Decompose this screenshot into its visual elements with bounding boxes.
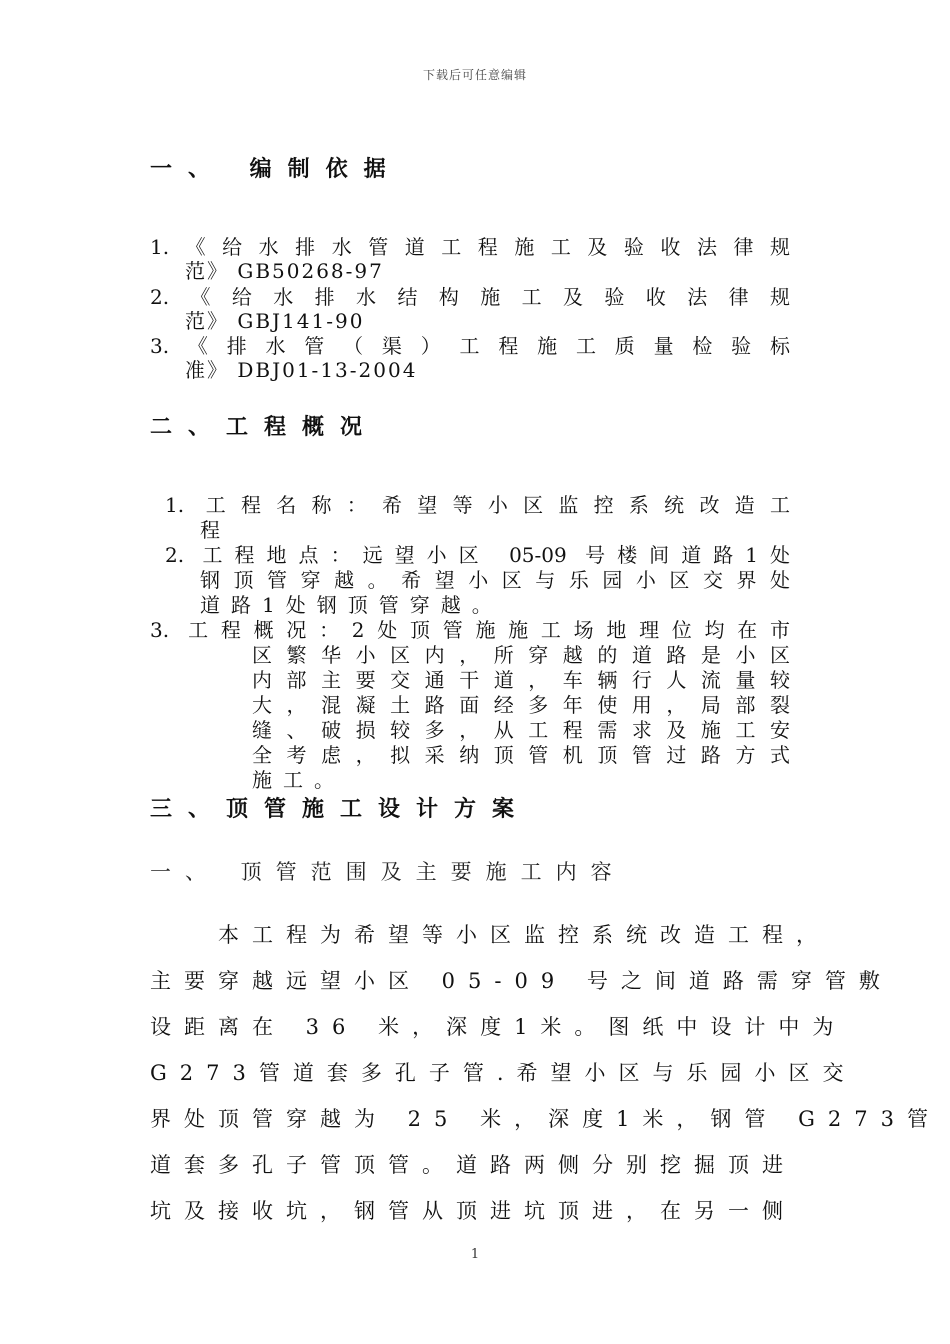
paragraph-line: G273管道套多孔子管.希望小区与乐园小区交 [150,1061,857,1085]
basis-item-2-line-2: 范》 GBJ141-90 [185,309,365,333]
overview-item-2-line-2: 钢顶管穿越。希望小区与乐园小区交界处 [200,568,790,592]
basis-item-1-line-1: 1.《给水排水管道工程施工及验收法律规 [150,235,790,259]
body-paragraph [150,912,941,1234]
overview-item-2-line-3: 道路1处钢顶管穿越。 [200,593,503,617]
paragraph-line: 主要穿越远望小区 05-09 号之间道路需穿管敷 [150,969,893,993]
overview-item-1-line-2: 程 [200,518,220,542]
section-2-title: 二、工程概况 [150,414,379,440]
overview-item-3-line: 施工。 [252,768,345,792]
basis-item-3-line-2: 准》 DBJ01-13-2004 [185,358,418,382]
paragraph-line: 坑及接收坑，钢管从顶进坑顶进，在另一侧 [150,1199,796,1223]
basis-item-1-line-2: 范》 GB50268-97 [185,259,384,283]
section-1-title: 一、 编制依据 [150,156,402,182]
section-3-title: 三、顶管施工设计方案 [150,796,531,822]
overview-item-3-line: 大，混凝土路面经多年使用，局部裂 [252,693,790,717]
paragraph-line: 设距离在 36 米，深度1米。图纸中设计中为 [150,1015,847,1039]
overview-item-3-line: 全考虑，拟采纳顶管机顶管过路方式 [252,743,790,767]
overview-item-1-line-1: 1. 工程名称：希望等小区监控系统改造工 [165,493,790,517]
basis-item-2-line-1: 2.《给水排水结构施工及验收法律规 [150,285,790,309]
overview-item-3-line: 内部主要交通干道，车辆行人流量较 [252,668,790,692]
overview-item-2-line-1: 2. 工程地点：远望小区 05-09 号楼间道路1处 [165,543,790,567]
basis-item-3-line-1: 3.《排水管（渠）工程施工质量检验标 [150,334,790,358]
paragraph-line: 道套多孔子管顶管。道路两侧分别挖掘顶进 [150,1153,796,1177]
paragraph-line: 本工程为希望等小区监控系统改造工程， [150,923,830,947]
page-number: 1 [470,1247,480,1262]
section-3-subtitle: 一、 顶管范围及主要施工内容 [150,860,626,884]
paragraph-line: 界处顶管穿越为 25 米，深度1米，钢管 G273管 [150,1107,941,1131]
overview-item-3-line: 区繁华小区内，所穿越的道路是小区 [252,643,790,667]
overview-item-3-line: 缝、破损较多，从工程需求及施工安 [252,718,790,742]
overview-item-3-line-1: 3. 工程概况：2处顶管施施工场地理位均在市 [150,618,790,642]
header-note: 下载后可任意编辑 [422,68,527,82]
